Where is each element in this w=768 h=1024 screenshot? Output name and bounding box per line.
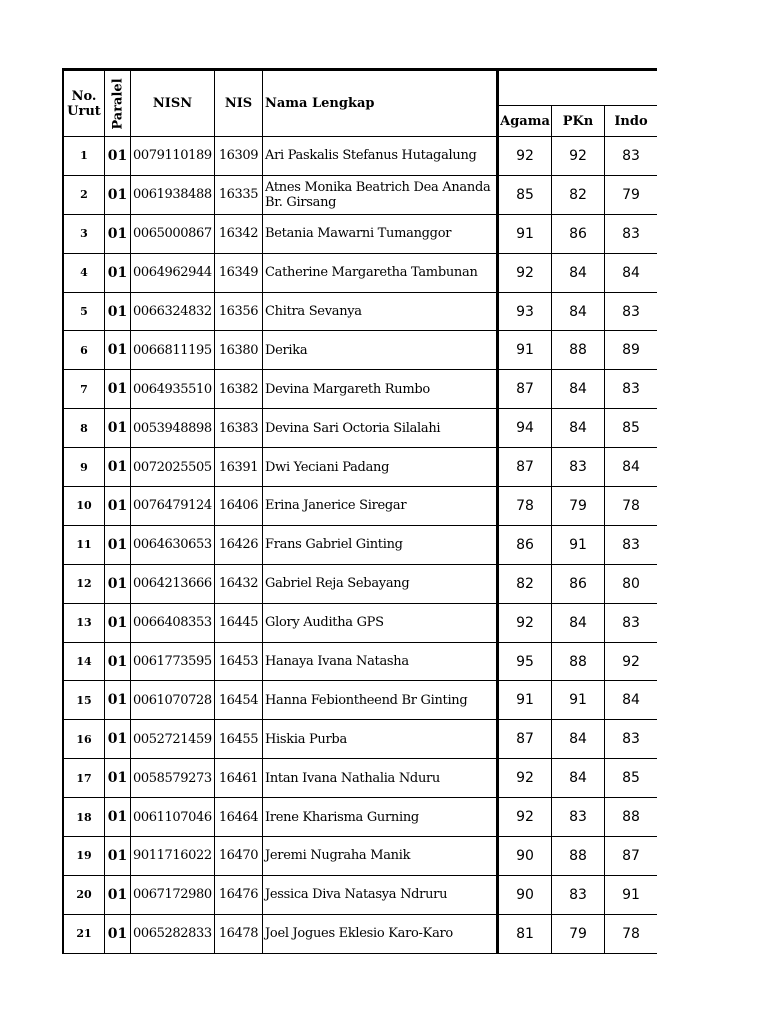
cell-nis: 16382	[215, 370, 263, 409]
table-row	[63, 448, 657, 487]
cell-indo: 92	[605, 642, 658, 681]
table-row	[63, 798, 657, 837]
cell-agama: 92	[498, 137, 552, 176]
cell-no-urut: 3	[63, 214, 105, 253]
cell-pkn: 79	[552, 487, 605, 526]
cell-indo: 84	[605, 253, 658, 292]
cell-agama: 92	[498, 798, 552, 837]
cell-indo: 83	[605, 720, 658, 759]
cell-agama: 85	[498, 175, 552, 214]
cell-agama: 81	[498, 914, 552, 953]
cell-no-urut: 14	[63, 642, 105, 681]
cell-nama-lengkap: Hanna Febiontheend Br Ginting	[263, 681, 498, 720]
cell-nama-lengkap: Atnes Monika Beatrich Dea Ananda Br. Girsang	[263, 175, 498, 214]
cell-nama-lengkap: Intan Ivana Nathalia Nduru	[263, 759, 498, 798]
cell-pkn: 84	[552, 370, 605, 409]
cell-nisn: 0066408353	[131, 603, 215, 642]
header-no-urut: No. Urut	[63, 70, 105, 137]
cell-indo: 84	[605, 448, 658, 487]
cell-nisn: 0065282833	[131, 914, 215, 953]
cell-nama-lengkap: Hiskia Purba	[263, 720, 498, 759]
cell-indo: 84	[605, 681, 658, 720]
cell-agama: 92	[498, 253, 552, 292]
cell-nisn: 0064962944	[131, 253, 215, 292]
cell-agama: 91	[498, 331, 552, 370]
table-row	[63, 487, 657, 526]
cell-pkn: 86	[552, 214, 605, 253]
cell-paralel: 01	[105, 798, 131, 837]
cell-pkn: 84	[552, 292, 605, 331]
cell-indo: 85	[605, 759, 658, 798]
cell-indo: 79	[605, 175, 658, 214]
header-agama: Agama	[498, 106, 552, 137]
cell-pkn: 83	[552, 798, 605, 837]
cell-no-urut: 6	[63, 331, 105, 370]
cell-paralel: 01	[105, 292, 131, 331]
cell-agama: 93	[498, 292, 552, 331]
cell-nis: 16335	[215, 175, 263, 214]
cell-nis: 16383	[215, 409, 263, 448]
cell-nisn: 0067172980	[131, 875, 215, 914]
cell-indo: 83	[605, 214, 658, 253]
grades-table	[62, 68, 657, 954]
cell-nama-lengkap: Devina Margareth Rumbo	[263, 370, 498, 409]
table-row	[63, 720, 657, 759]
cell-nisn: 0064935510	[131, 370, 215, 409]
cell-indo: 78	[605, 914, 658, 953]
cell-paralel: 01	[105, 409, 131, 448]
cell-agama: 90	[498, 837, 552, 876]
cell-no-urut: 12	[63, 564, 105, 603]
cell-nis: 16391	[215, 448, 263, 487]
cell-nama-lengkap: Gabriel Reja Sebayang	[263, 564, 498, 603]
cell-no-urut: 5	[63, 292, 105, 331]
cell-nis: 16455	[215, 720, 263, 759]
cell-agama: 87	[498, 370, 552, 409]
header-pkn: PKn	[552, 106, 605, 137]
cell-agama: 92	[498, 603, 552, 642]
cell-no-urut: 10	[63, 487, 105, 526]
table-row	[63, 253, 657, 292]
cell-nama-lengkap: Hanaya Ivana Natasha	[263, 642, 498, 681]
table-row	[63, 564, 657, 603]
cell-no-urut: 17	[63, 759, 105, 798]
cell-pkn: 91	[552, 681, 605, 720]
cell-nama-lengkap: Devina Sari Octoria Silalahi	[263, 409, 498, 448]
cell-no-urut: 18	[63, 798, 105, 837]
cell-pkn: 84	[552, 603, 605, 642]
cell-no-urut: 9	[63, 448, 105, 487]
cell-nama-lengkap: Dwi Yeciani Padang	[263, 448, 498, 487]
table-row	[63, 603, 657, 642]
cell-no-urut: 11	[63, 525, 105, 564]
cell-nis: 16309	[215, 137, 263, 176]
cell-nisn: 0053948898	[131, 409, 215, 448]
cell-nisn: 0061070728	[131, 681, 215, 720]
table-row	[63, 875, 657, 914]
cell-agama: 87	[498, 720, 552, 759]
cell-paralel: 01	[105, 175, 131, 214]
cell-pkn: 84	[552, 409, 605, 448]
cell-paralel: 01	[105, 253, 131, 292]
table-row	[63, 409, 657, 448]
cell-paralel: 01	[105, 681, 131, 720]
cell-agama: 86	[498, 525, 552, 564]
cell-nisn: 0072025505	[131, 448, 215, 487]
cell-agama: 94	[498, 409, 552, 448]
cell-indo: 83	[605, 603, 658, 642]
cell-nis: 16445	[215, 603, 263, 642]
cell-agama: 82	[498, 564, 552, 603]
table-row	[63, 292, 657, 331]
cell-no-urut: 8	[63, 409, 105, 448]
cell-nama-lengkap: Chitra Sevanya	[263, 292, 498, 331]
table-row	[63, 331, 657, 370]
cell-indo: 91	[605, 875, 658, 914]
cell-paralel: 01	[105, 875, 131, 914]
cell-indo: 88	[605, 798, 658, 837]
cell-nama-lengkap: Irene Kharisma Gurning	[263, 798, 498, 837]
table-header	[63, 70, 657, 137]
cell-paralel: 01	[105, 487, 131, 526]
cell-nama-lengkap: Erina Janerice Siregar	[263, 487, 498, 526]
cell-nama-lengkap: Glory Auditha GPS	[263, 603, 498, 642]
cell-agama: 91	[498, 681, 552, 720]
cell-agama: 78	[498, 487, 552, 526]
cell-paralel: 01	[105, 137, 131, 176]
cell-agama: 91	[498, 214, 552, 253]
cell-nama-lengkap: Betania Mawarni Tumanggor	[263, 214, 498, 253]
cell-pkn: 79	[552, 914, 605, 953]
cell-agama: 95	[498, 642, 552, 681]
cell-nisn: 0061773595	[131, 642, 215, 681]
cell-nama-lengkap: Jeremi Nugraha Manik	[263, 837, 498, 876]
cell-indo: 83	[605, 137, 658, 176]
cell-no-urut: 16	[63, 720, 105, 759]
cell-nisn: 0066324832	[131, 292, 215, 331]
cell-indo: 85	[605, 409, 658, 448]
table-row	[63, 642, 657, 681]
cell-nisn: 0066811195	[131, 331, 215, 370]
cell-nisn: 0061938488	[131, 175, 215, 214]
cell-no-urut: 13	[63, 603, 105, 642]
cell-no-urut: 1	[63, 137, 105, 176]
table-row	[63, 914, 657, 953]
cell-pkn: 84	[552, 720, 605, 759]
cell-paralel: 01	[105, 370, 131, 409]
table-body	[63, 137, 657, 954]
table-row	[63, 175, 657, 214]
cell-indo: 87	[605, 837, 658, 876]
cell-paralel: 01	[105, 720, 131, 759]
cell-no-urut: 15	[63, 681, 105, 720]
cell-no-urut: 20	[63, 875, 105, 914]
cell-nisn: 0061107046	[131, 798, 215, 837]
cell-paralel: 01	[105, 564, 131, 603]
cell-paralel: 01	[105, 525, 131, 564]
cell-pkn: 83	[552, 875, 605, 914]
cell-nisn: 0064213666	[131, 564, 215, 603]
cell-paralel: 01	[105, 331, 131, 370]
cell-paralel: 01	[105, 759, 131, 798]
cell-no-urut: 4	[63, 253, 105, 292]
cell-agama: 92	[498, 759, 552, 798]
cell-indo: 80	[605, 564, 658, 603]
table-row	[63, 214, 657, 253]
cell-nisn: 0058579273	[131, 759, 215, 798]
cell-pkn: 88	[552, 642, 605, 681]
table-row	[63, 681, 657, 720]
cell-nisn: 0079110189	[131, 137, 215, 176]
header-subject-group	[498, 70, 658, 106]
cell-nisn: 0076479124	[131, 487, 215, 526]
cell-pkn: 92	[552, 137, 605, 176]
cell-agama: 90	[498, 875, 552, 914]
cell-no-urut: 7	[63, 370, 105, 409]
cell-nis: 16453	[215, 642, 263, 681]
cell-nama-lengkap: Joel Jogues Eklesio Karo-Karo	[263, 914, 498, 953]
header-paralel-label: Paralel	[110, 77, 125, 130]
cell-nis: 16470	[215, 837, 263, 876]
cell-indo: 78	[605, 487, 658, 526]
cell-pkn: 84	[552, 253, 605, 292]
cell-indo: 89	[605, 331, 658, 370]
cell-paralel: 01	[105, 448, 131, 487]
header-nama-lengkap: Nama Lengkap	[263, 70, 498, 137]
table-row	[63, 525, 657, 564]
cell-pkn: 91	[552, 525, 605, 564]
cell-pkn: 84	[552, 759, 605, 798]
cell-nis: 16478	[215, 914, 263, 953]
cell-nis: 16461	[215, 759, 263, 798]
table-row	[63, 759, 657, 798]
cell-no-urut: 21	[63, 914, 105, 953]
header-indo: Indo	[605, 106, 658, 137]
cell-nisn: 0052721459	[131, 720, 215, 759]
cell-nama-lengkap: Derika	[263, 331, 498, 370]
cell-paralel: 01	[105, 214, 131, 253]
header-nis: NIS	[215, 70, 263, 137]
cell-nis: 16454	[215, 681, 263, 720]
cell-no-urut: 2	[63, 175, 105, 214]
cell-nis: 16342	[215, 214, 263, 253]
cell-agama: 87	[498, 448, 552, 487]
cell-nis: 16464	[215, 798, 263, 837]
cell-nis: 16432	[215, 564, 263, 603]
cell-indo: 83	[605, 370, 658, 409]
cell-pkn: 88	[552, 837, 605, 876]
cell-nis: 16406	[215, 487, 263, 526]
cell-nis: 16349	[215, 253, 263, 292]
cell-nis: 16476	[215, 875, 263, 914]
cell-paralel: 01	[105, 603, 131, 642]
cell-paralel: 01	[105, 642, 131, 681]
header-paralel	[105, 70, 131, 137]
table-row	[63, 837, 657, 876]
cell-nisn: 9011716022	[131, 837, 215, 876]
cell-pkn: 83	[552, 448, 605, 487]
cell-indo: 83	[605, 292, 658, 331]
cell-nama-lengkap: Ari Paskalis Stefanus Hutagalung	[263, 137, 498, 176]
cell-nis: 16426	[215, 525, 263, 564]
cell-pkn: 86	[552, 564, 605, 603]
cell-nama-lengkap: Jessica Diva Natasya Ndruru	[263, 875, 498, 914]
cell-pkn: 88	[552, 331, 605, 370]
table-row	[63, 370, 657, 409]
cell-nama-lengkap: Frans Gabriel Ginting	[263, 525, 498, 564]
cell-paralel: 01	[105, 914, 131, 953]
cell-pkn: 82	[552, 175, 605, 214]
table-row	[63, 137, 657, 176]
cell-indo: 83	[605, 525, 658, 564]
cell-nisn: 0064630653	[131, 525, 215, 564]
cell-nis: 16380	[215, 331, 263, 370]
header-nisn: NISN	[131, 70, 215, 137]
cell-nama-lengkap: Catherine Margaretha Tambunan	[263, 253, 498, 292]
cell-no-urut: 19	[63, 837, 105, 876]
cell-nisn: 0065000867	[131, 214, 215, 253]
cell-nis: 16356	[215, 292, 263, 331]
cell-paralel: 01	[105, 837, 131, 876]
